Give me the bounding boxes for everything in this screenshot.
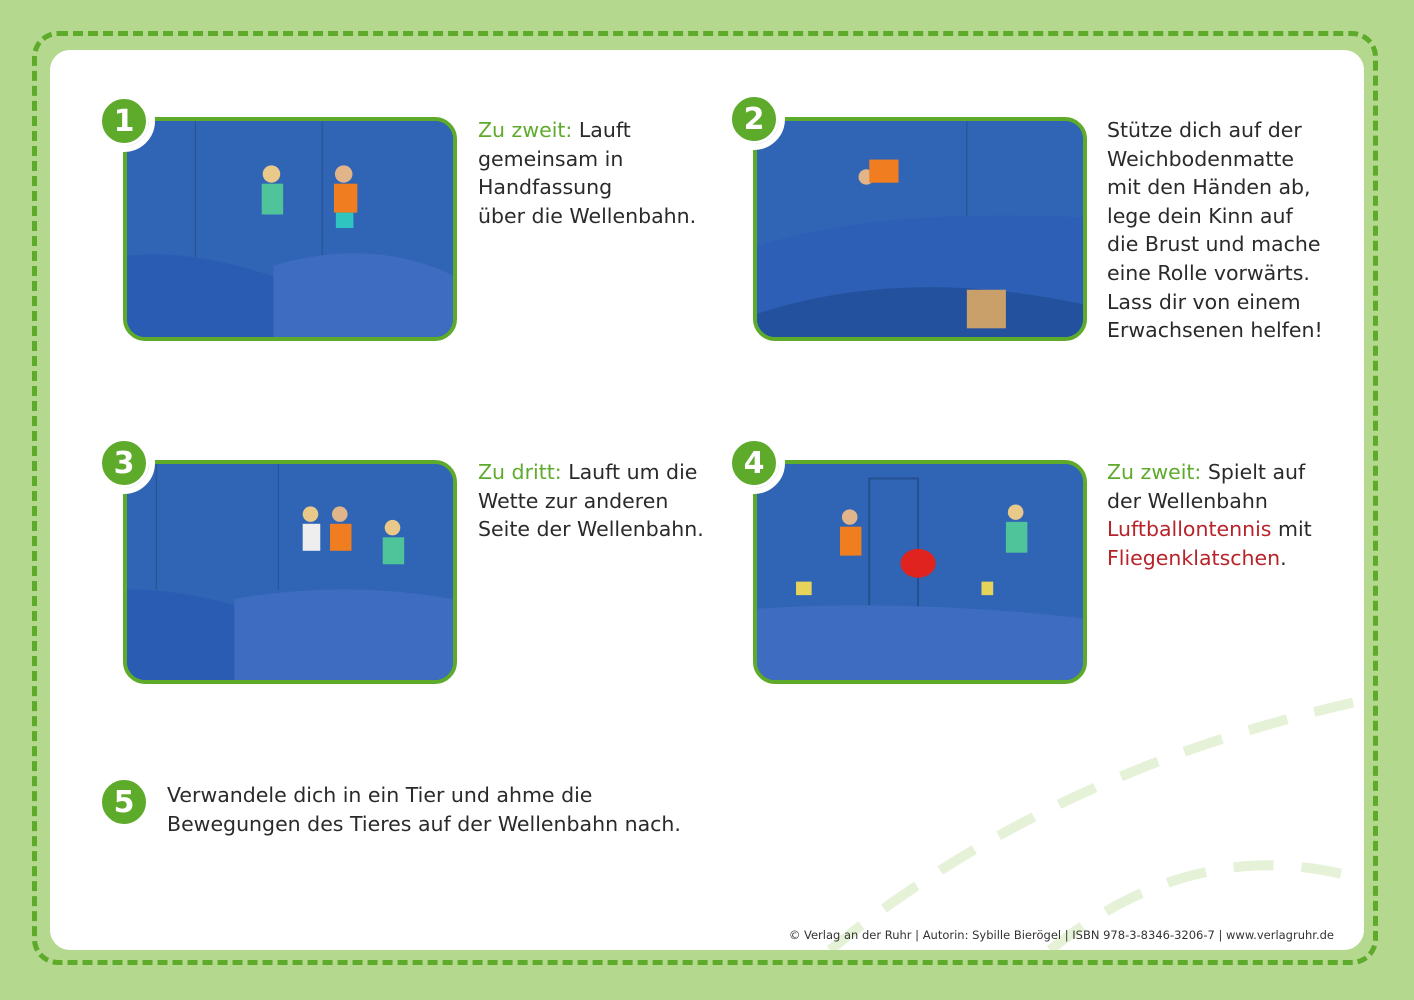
photo-step-4: [753, 460, 1087, 684]
step-number-badge: 4: [729, 438, 779, 488]
text-line: Erwachsenen helfen!: [1107, 318, 1323, 343]
text-line: lege dein Kinn auf: [1107, 203, 1293, 228]
text-line: .: [1280, 545, 1287, 570]
photo-step-2: [753, 117, 1087, 341]
text-line: Lauft: [572, 118, 631, 142]
text-line: die Brust und mache: [1107, 232, 1321, 257]
photo-step-3: [123, 460, 457, 684]
text-line: mit den Händen ab,: [1107, 175, 1311, 200]
step-2-text: [1107, 116, 1323, 345]
step-number-badge: 1: [99, 96, 149, 146]
step-1-text: [478, 116, 696, 230]
text-line: gemeinsam in: [478, 146, 624, 171]
photo-step-1: [123, 117, 457, 341]
highlight-term: Fliegenklatschen: [1107, 545, 1281, 570]
step-4-text: [1107, 458, 1312, 572]
text-line: Seite der Wellenbahn.: [478, 517, 704, 542]
text-line: mit: [1271, 517, 1312, 542]
step-5-text: [167, 781, 681, 838]
text-line: über die Wellenbahn.: [478, 203, 697, 228]
copyright-footer: © Verlag an der Ruhr | Autorin: Sybille Bierögel | ISBN 978-3-8346-3206-7 | www.verlagruhr.de: [788, 928, 1334, 942]
lead-label: Zu zweit:: [1107, 460, 1202, 484]
text-line: Wette zur anderen: [478, 488, 669, 513]
text-line: der Wellenbahn: [1107, 488, 1268, 513]
step-number-badge: 3: [99, 438, 149, 488]
text-line: Spielt auf: [1201, 460, 1306, 484]
step-3-text: [478, 458, 704, 544]
text-line: Verwandele dich in ein Tier und ahme die: [167, 783, 593, 807]
step-number-badge: 2: [729, 94, 779, 144]
highlight-term: Luftballontennis: [1107, 517, 1272, 542]
text-line: Lass dir von einem: [1107, 289, 1301, 314]
step-number-badge: 5: [99, 777, 149, 827]
text-line: Weichbodenmatte: [1107, 146, 1295, 171]
text-line: Stütze dich auf der: [1107, 118, 1302, 142]
text-line: Lauft um die: [561, 460, 698, 484]
text-line: eine Rolle vorwärts.: [1107, 260, 1310, 285]
lead-label: Zu zweit:: [478, 118, 573, 142]
text-line: Bewegungen des Tieres auf der Wellenbahn nach.: [167, 811, 681, 836]
lead-label: Zu dritt:: [478, 460, 562, 484]
text-line: Handfassung: [478, 175, 613, 200]
